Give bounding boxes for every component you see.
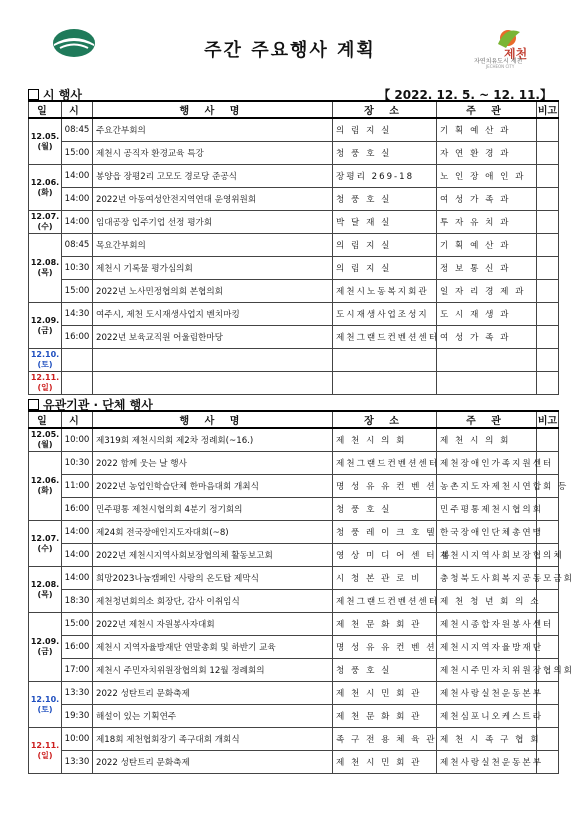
table-row xyxy=(29,544,559,567)
column-header: 시 xyxy=(62,101,93,118)
time-cell: 15:00 xyxy=(62,142,93,165)
organizer-cell: 정 보 통 신 과 xyxy=(437,257,537,280)
place-cell: 시 청 본 관 로 비 xyxy=(333,567,437,590)
organizer-cell: 제천사랑실천운동본부 xyxy=(437,751,537,774)
date-cell xyxy=(29,452,62,521)
organizer-cell: 제천장애인가족지원센터 xyxy=(437,452,537,475)
section2-title: 유관기관 · 단체 행사 xyxy=(28,396,153,413)
weekday-label: (금) xyxy=(37,325,53,335)
column-header: 주 관 xyxy=(437,411,537,428)
organizer-cell: 농촌지도자제천시연합회 등 xyxy=(437,475,537,498)
organizer-cell: 제천심포니오케스트라 xyxy=(437,705,537,728)
organizer-cell: 민주평통제천시협의회 xyxy=(437,498,537,521)
event-name-cell: 민주평통 제천시협의회 4분기 정기회의 xyxy=(93,498,333,521)
event-name-cell: 제18회 제천협회장기 족구대회 개회식 xyxy=(93,728,333,751)
place-cell: 영 상 미 디 어 센 터 봄 xyxy=(333,544,437,567)
agency-events-table xyxy=(28,410,574,774)
table-row xyxy=(29,118,559,142)
event-name-cell: 제천청년회의소 회장단, 감사 이취임식 xyxy=(93,590,333,613)
table-row xyxy=(29,257,559,280)
table-row xyxy=(29,234,559,257)
organizer-cell: 제 천 청 년 회 의 소 xyxy=(437,590,537,613)
date-label: 12.06. xyxy=(30,177,60,187)
time-cell: 14:30 xyxy=(62,303,93,326)
event-name-cell: 2022 성탄트리 문화축제 xyxy=(93,751,333,774)
table-row xyxy=(29,590,559,613)
event-name-cell: 임대공장 입주기업 선정 평가회 xyxy=(93,211,333,234)
table-row xyxy=(29,349,559,372)
date-label: 12.11. xyxy=(30,373,60,382)
organizer-cell: 충청북도사회복지공동모금회 xyxy=(437,567,537,590)
place-cell: 도시재생사업조성지 xyxy=(333,303,437,326)
weekday-label: (목) xyxy=(37,268,53,277)
column-header: 일 xyxy=(29,411,62,428)
organizer-cell: 기 획 예 산 과 xyxy=(437,118,537,142)
event-name-cell: 제천시 공직자 환경교육 특강 xyxy=(93,142,333,165)
date-label: 12.07. xyxy=(30,533,60,543)
place-cell xyxy=(333,349,437,372)
place-cell: 장평리 269-18 xyxy=(333,165,437,188)
time-cell: 10:00 xyxy=(62,428,93,452)
organizer-cell: 기 획 예 산 과 xyxy=(437,234,537,257)
column-header: 비고 xyxy=(537,411,559,428)
date-cell xyxy=(29,567,62,613)
event-name-cell xyxy=(93,349,333,372)
place-cell: 의 림 지 실 xyxy=(333,118,437,142)
remarks-cell xyxy=(537,372,559,395)
event-name-cell: 2022년 제천시지역사회보장협의체 활동보고회 xyxy=(93,544,333,567)
time-cell: 14:00 xyxy=(62,211,93,234)
table-row xyxy=(29,751,559,774)
table-row xyxy=(29,728,559,751)
date-cell xyxy=(29,521,62,567)
place-cell: 청 풍 호 실 xyxy=(333,498,437,521)
event-name-cell: 해설이 있는 기획연주 xyxy=(93,705,333,728)
date-cell xyxy=(29,682,62,728)
organizer-cell xyxy=(437,372,537,395)
event-name-cell: 제천시 주민자치위원장협의회 12월 정례회의 xyxy=(93,659,333,682)
document-header xyxy=(0,0,580,84)
period-label: 【 2022. 12. 5. ~ 12. 11.】 xyxy=(378,88,552,102)
table-row xyxy=(29,452,559,475)
place-cell: 명 성 유 유 컨 벤 션 xyxy=(333,475,437,498)
remarks-cell xyxy=(537,326,559,349)
date-label: 12.05. xyxy=(30,430,60,439)
event-name-cell: 제천시 기록물 평가심의회 xyxy=(93,257,333,280)
date-label: 12.05. xyxy=(30,131,60,141)
organizer-cell: 제천시종합자원봉사센터 xyxy=(437,613,537,636)
table-row xyxy=(29,188,559,211)
weekday-label: (수) xyxy=(37,222,53,231)
remarks-cell xyxy=(537,257,559,280)
place-cell: 청 풍 레 이 크 호 텔 xyxy=(333,521,437,544)
svg-text:제천: 제천 xyxy=(504,47,528,61)
weekday-label: (토) xyxy=(37,704,53,714)
event-name-cell: 여주시, 제천 도시재생사업지 벤치마킹 xyxy=(93,303,333,326)
remarks-cell xyxy=(537,211,559,234)
organizer-cell: 한국장애인단체총연맹 xyxy=(437,521,537,544)
table-row xyxy=(29,475,559,498)
column-header: 일 xyxy=(29,101,62,118)
time-cell: 15:00 xyxy=(62,280,93,303)
event-name-cell: 주요간부회의 xyxy=(93,118,333,142)
table-row xyxy=(29,567,559,590)
weekday-label: (화) xyxy=(37,187,53,197)
event-name-cell: 제천시 지역자율방재단 연말총회 및 하반기 교육 xyxy=(93,636,333,659)
date-cell xyxy=(29,728,62,774)
time-cell: 16:00 xyxy=(62,636,93,659)
time-cell: 14:00 xyxy=(62,567,93,590)
date-label: 12.06. xyxy=(30,476,60,485)
organizer-cell: 제천시주민자치위원장협의회 xyxy=(437,659,537,682)
time-cell: 14:00 xyxy=(62,188,93,211)
table-row xyxy=(29,521,559,544)
table-row xyxy=(29,142,559,165)
table-row xyxy=(29,303,559,326)
column-header: 주 관 xyxy=(437,101,537,118)
place-cell: 제천그랜드컨벤션센터 xyxy=(333,590,437,613)
date-cell xyxy=(29,165,62,211)
date-label: 12.11. xyxy=(30,740,60,750)
place-cell: 청 풍 호 실 xyxy=(333,659,437,682)
organizer-cell: 제천시지역자율방재단 xyxy=(437,636,537,659)
table-row xyxy=(29,498,559,521)
time-cell: 08:45 xyxy=(62,234,93,257)
place-cell: 제 천 시 민 회 관 xyxy=(333,682,437,705)
organizer-cell: 투 자 유 치 과 xyxy=(437,211,537,234)
weekday-label: (일) xyxy=(37,750,53,760)
place-cell: 명 성 유 유 컨 벤 션 xyxy=(333,636,437,659)
event-name-cell: 2022년 아동여성안전지역연대 운영위원회 xyxy=(93,188,333,211)
event-name-cell: 봉양읍 장평2리 고모도 경로당 준공식 xyxy=(93,165,333,188)
event-name-cell xyxy=(93,372,333,395)
time-cell: 13:30 xyxy=(62,682,93,705)
organizer-cell: 제 천 시 족 구 협 회 xyxy=(437,728,537,751)
event-name-cell: 2022 성탄트리 문화축제 xyxy=(93,682,333,705)
organizer-cell: 도 시 재 생 과 xyxy=(437,303,537,326)
logo-text: 자연치유도시 제천 xyxy=(474,58,523,65)
checkbox-square-icon xyxy=(28,399,39,410)
place-cell xyxy=(333,372,437,395)
place-cell: 제 천 시 민 회 관 xyxy=(333,751,437,774)
weekday-label: (토) xyxy=(37,360,53,369)
place-cell: 의 림 지 실 xyxy=(333,234,437,257)
time-cell: 16:00 xyxy=(62,326,93,349)
remarks-cell xyxy=(537,234,559,257)
organizer-cell xyxy=(437,349,537,372)
table-row xyxy=(29,428,559,452)
time-cell: 18:30 xyxy=(62,590,93,613)
weekday-label: (월) xyxy=(37,141,53,151)
event-name-cell: 2022 함께 웃는 날 행사 xyxy=(93,452,333,475)
date-cell xyxy=(29,118,62,165)
table-row xyxy=(29,705,559,728)
place-cell: 박 달 재 실 xyxy=(333,211,437,234)
organizer-cell: 제천사랑실천운동본부 xyxy=(437,682,537,705)
place-cell: 족 구 전 용 체 육 관 xyxy=(333,728,437,751)
weekday-label: (월) xyxy=(37,440,53,449)
checkbox-square-icon xyxy=(28,89,39,100)
event-name-cell: 2022년 보육교직원 어울림한마당 xyxy=(93,326,333,349)
weekday-label: (화) xyxy=(37,486,53,495)
place-cell: 제천그랜드컨벤션센터 xyxy=(333,326,437,349)
weekday-label: (수) xyxy=(37,543,53,553)
place-cell: 제 천 문 화 회 관 xyxy=(333,613,437,636)
weekday-label: (금) xyxy=(37,647,53,656)
date-cell xyxy=(29,428,62,452)
organizer-cell: 제천시지역사회보장협의체 xyxy=(437,544,537,567)
time-cell: 15:00 xyxy=(62,613,93,636)
column-header: 행 사 명 xyxy=(93,101,333,118)
date-label: 12.07. xyxy=(30,212,60,221)
table-row xyxy=(29,165,559,188)
event-name-cell: 제319회 제천시의회 제2차 정례회(~16.) xyxy=(93,428,333,452)
time-cell: 08:45 xyxy=(62,118,93,142)
time-cell: 14:00 xyxy=(62,165,93,188)
time-cell: 10:00 xyxy=(62,728,93,751)
time-cell: 11:00 xyxy=(62,475,93,498)
column-header: 시 xyxy=(62,411,93,428)
remarks-cell xyxy=(537,303,559,326)
organizer-cell: 일 자 리 경 제 과 xyxy=(437,280,537,303)
event-name-cell: 2022년 노사민정협의회 본협의회 xyxy=(93,280,333,303)
column-header: 장 소 xyxy=(333,101,437,118)
section1-title: 시 행사 xyxy=(28,86,82,103)
date-cell xyxy=(29,234,62,303)
event-name-cell: 목요간부회의 xyxy=(93,234,333,257)
time-cell: 14:00 xyxy=(62,521,93,544)
date-cell xyxy=(29,303,62,349)
table-row xyxy=(29,372,559,395)
table-row xyxy=(29,636,559,659)
event-name-cell: 2022년 제천시 자원봉사자대회 xyxy=(93,613,333,636)
remarks-cell xyxy=(537,118,559,142)
date-cell xyxy=(29,613,62,682)
date-cell xyxy=(29,349,62,372)
event-name-cell: 제24회 전국장애인지도자대회(~8) xyxy=(93,521,333,544)
remarks-cell xyxy=(537,349,559,372)
place-cell: 의 림 지 실 xyxy=(333,257,437,280)
date-label: 12.10. xyxy=(30,694,60,704)
time-cell: 13:30 xyxy=(62,751,93,774)
time-cell: 14:00 xyxy=(62,544,93,567)
date-label: 12.09. xyxy=(30,637,60,646)
date-label: 12.08. xyxy=(30,258,60,267)
time-cell xyxy=(62,349,93,372)
remarks-cell xyxy=(537,428,559,452)
table-row xyxy=(29,280,559,303)
table-header-row xyxy=(29,101,559,118)
table-row xyxy=(29,682,559,705)
date-label: 12.10. xyxy=(30,350,60,359)
place-cell: 제천시노동복지회관 xyxy=(333,280,437,303)
date-label: 12.09. xyxy=(30,315,60,325)
organizer-cell: 노 인 장 애 인 과 xyxy=(437,165,537,188)
place-cell: 제 천 시 의 회 xyxy=(333,428,437,452)
table-row xyxy=(29,326,559,349)
time-cell: 10:30 xyxy=(62,452,93,475)
table-header-row xyxy=(29,411,559,428)
organizer-cell: 여 성 가 족 과 xyxy=(437,188,537,211)
page-title: 주간 주요행사 계획 xyxy=(204,40,376,61)
place-cell: 청 풍 호 실 xyxy=(333,142,437,165)
date-cell xyxy=(29,372,62,395)
time-cell: 19:30 xyxy=(62,705,93,728)
time-cell: 10:30 xyxy=(62,257,93,280)
column-header: 행 사 명 xyxy=(93,411,333,428)
organizer-cell: 자 연 환 경 과 xyxy=(437,142,537,165)
organizer-cell: 제 천 시 의 회 xyxy=(437,428,537,452)
remarks-cell xyxy=(537,280,559,303)
event-name-cell: 2022년 농업인학습단체 한마음대회 개최식 xyxy=(93,475,333,498)
table-row xyxy=(29,211,559,234)
remarks-cell xyxy=(537,165,559,188)
organizer-cell: 여 성 가 족 과 xyxy=(437,326,537,349)
place-cell: 제천그랜드컨벤션센터 xyxy=(333,452,437,475)
remarks-cell xyxy=(537,188,559,211)
table-row xyxy=(29,613,559,636)
table-row xyxy=(29,659,559,682)
date-cell xyxy=(29,211,62,234)
logo-subtext: JECHEON CITY xyxy=(486,64,515,69)
weekday-label: (일) xyxy=(37,383,53,392)
time-cell: 16:00 xyxy=(62,498,93,521)
date-label: 12.08. xyxy=(30,579,60,589)
time-cell xyxy=(62,372,93,395)
weekday-label: (목) xyxy=(37,589,53,599)
place-cell: 청 풍 호 실 xyxy=(333,188,437,211)
time-cell: 17:00 xyxy=(62,659,93,682)
place-cell: 제 천 문 화 회 관 xyxy=(333,705,437,728)
remarks-cell xyxy=(537,142,559,165)
column-header: 비고 xyxy=(537,101,559,118)
event-name-cell: 희망2023나눔캠페인 사랑의 온도탑 제막식 xyxy=(93,567,333,590)
city-events-table xyxy=(28,100,559,395)
column-header: 장 소 xyxy=(333,411,437,428)
